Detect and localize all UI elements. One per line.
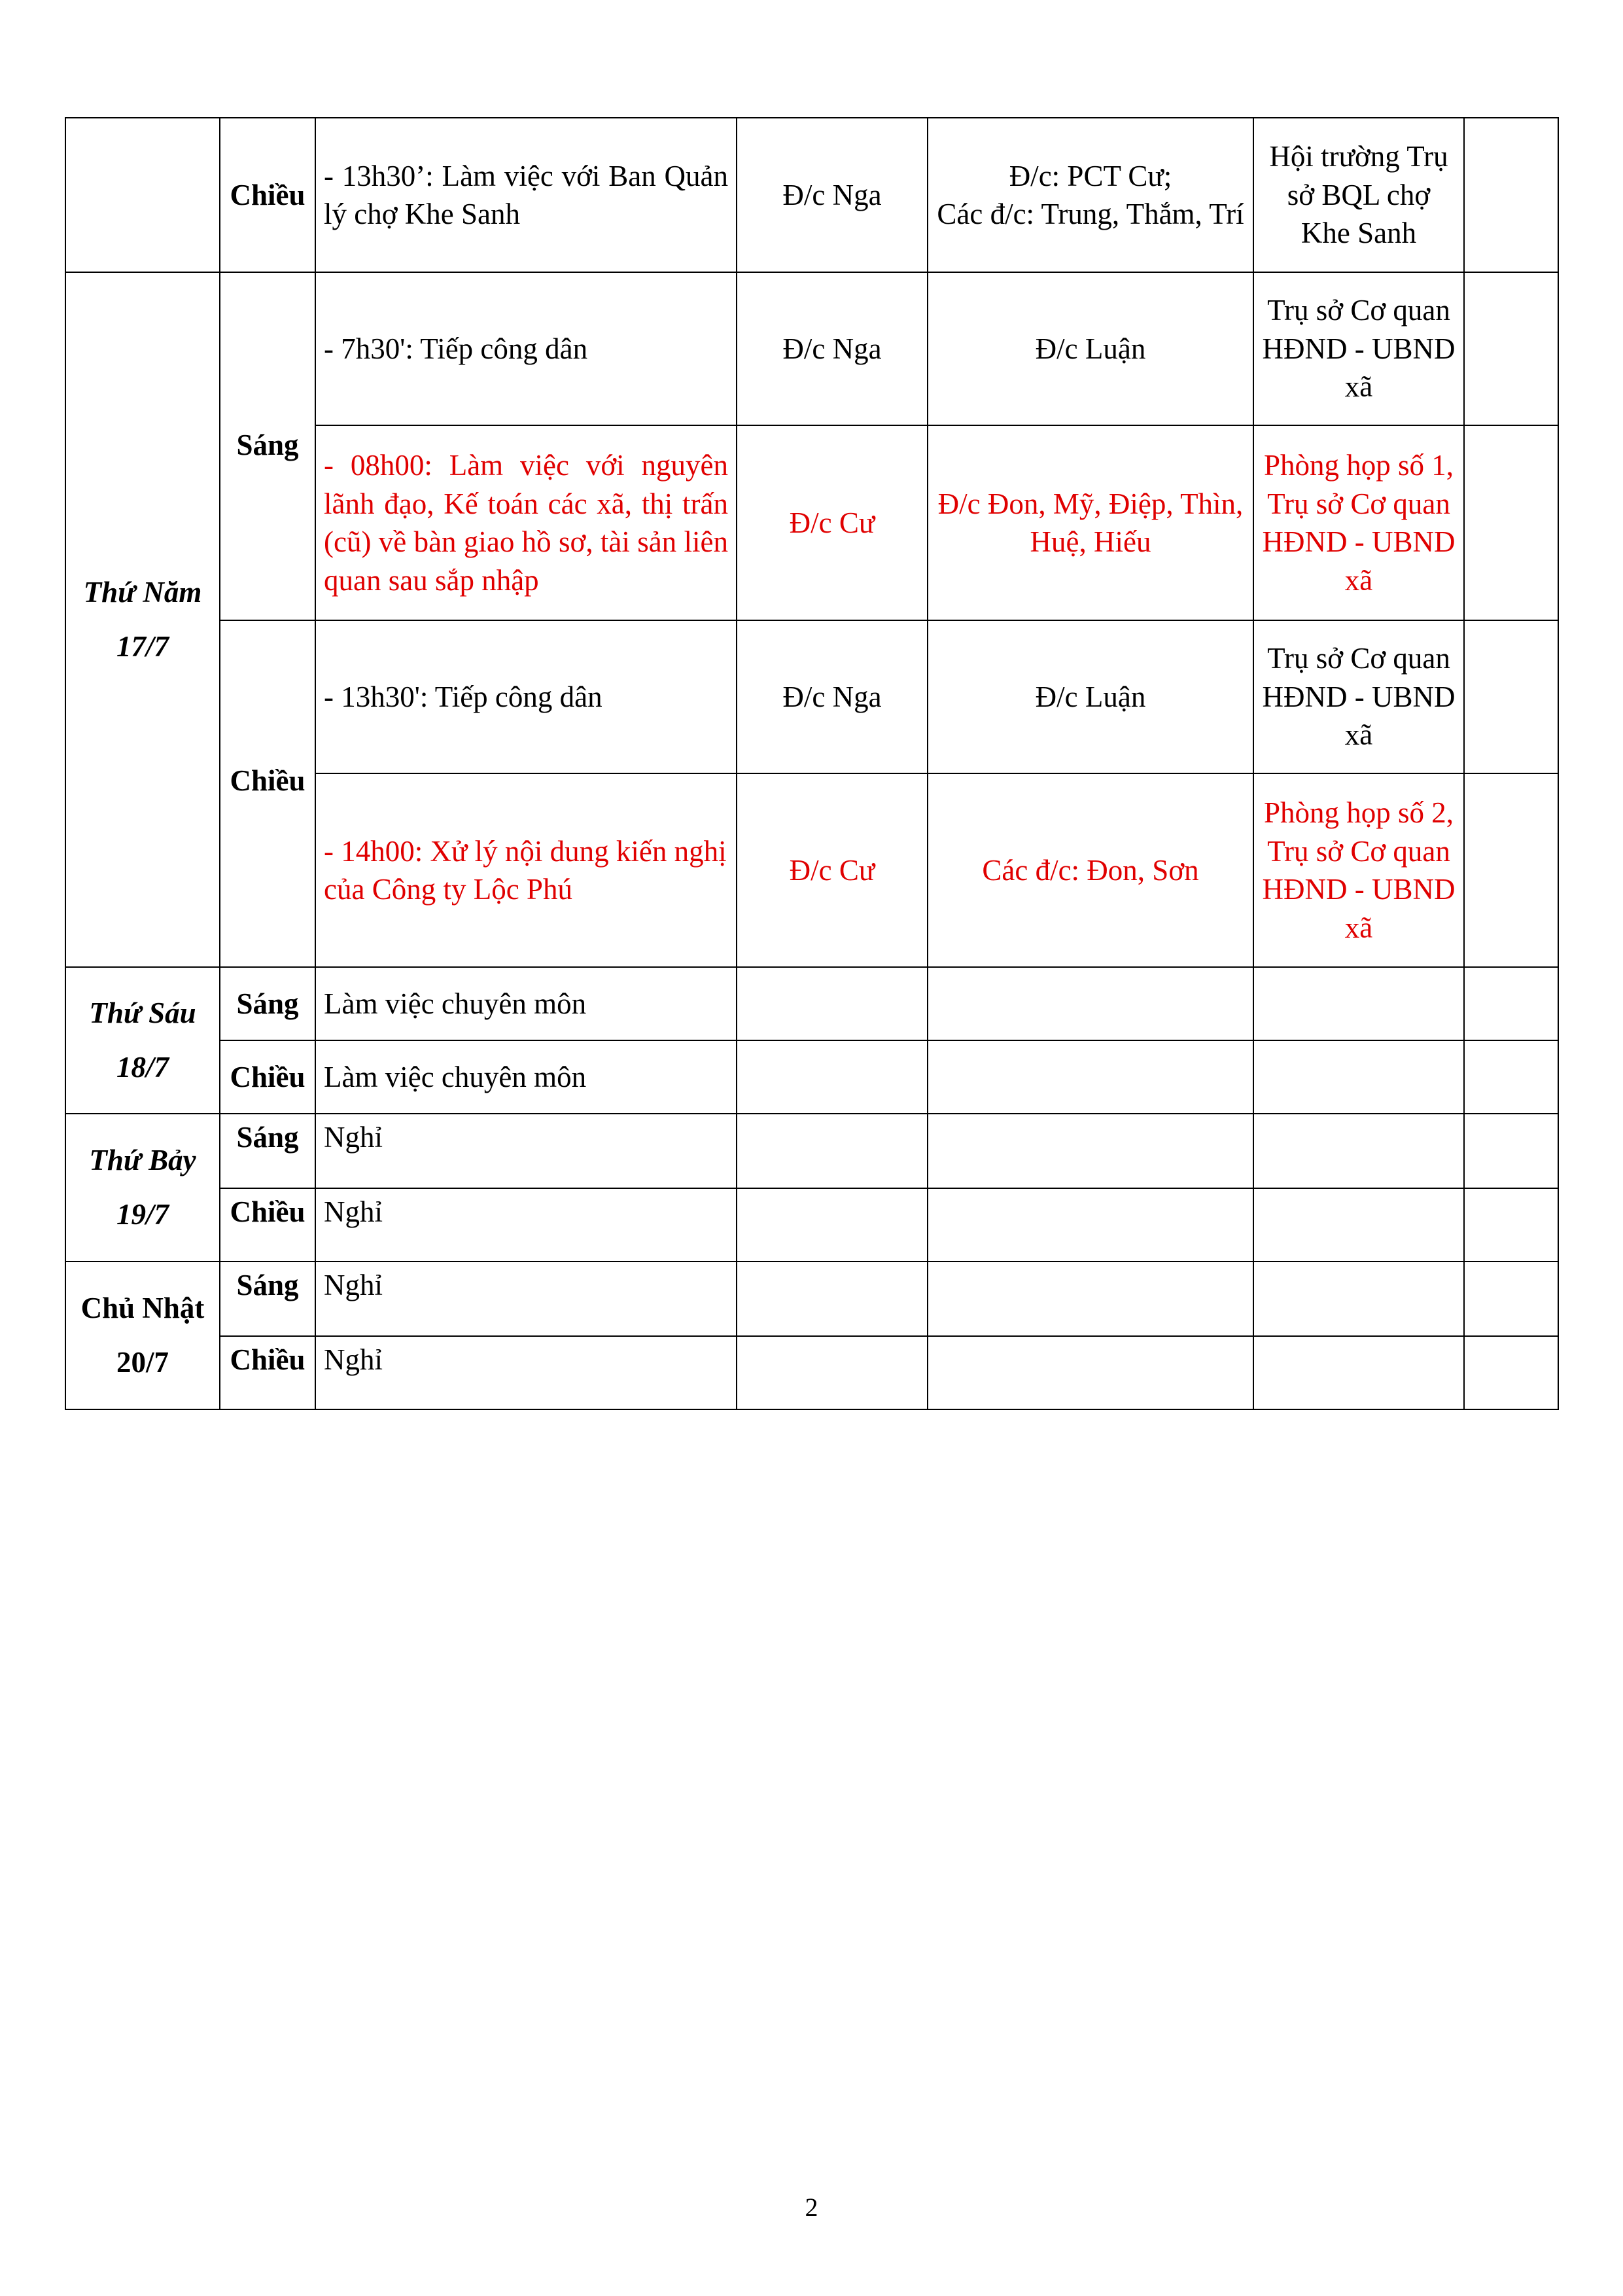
- place-cell: [1253, 1040, 1464, 1114]
- chair-cell: Đ/c Cư: [737, 425, 928, 620]
- day-date: 19/7: [116, 1198, 169, 1231]
- note-cell: [1464, 1114, 1558, 1188]
- session-cell: Sáng: [220, 1262, 315, 1336]
- note-cell: [1464, 773, 1558, 967]
- day-name: Thứ Năm: [83, 575, 202, 609]
- page-number: 2: [805, 2193, 818, 2222]
- day-date: 17/7: [116, 630, 169, 663]
- participants-line: Các đ/c: Trung, Thắm, Trí: [937, 198, 1244, 230]
- note-cell: [1464, 1336, 1558, 1409]
- note-cell: [1464, 1262, 1558, 1336]
- session-cell: Chiều: [220, 1040, 315, 1114]
- place-cell: [1253, 967, 1464, 1040]
- session-label: Chiều: [230, 764, 305, 797]
- note-cell: [1464, 1040, 1558, 1114]
- content-cell: Nghỉ: [315, 1262, 737, 1336]
- table-row: [65, 1188, 1558, 1262]
- participants-cell: [928, 1262, 1253, 1336]
- day-cell-empty: [65, 118, 220, 272]
- participants-cell: [928, 118, 1253, 272]
- table-row: [65, 620, 1558, 773]
- content-cell: Nghỉ: [315, 1188, 737, 1262]
- content-cell: - 13h30’: Làm việc với Ban Quản lý chợ Khe Sanh: [315, 118, 737, 272]
- place-cell: Hội trường Trụ sở BQL chợ Khe Sanh: [1253, 118, 1464, 272]
- note-cell: [1464, 1188, 1558, 1262]
- participants-cell: Đ/c Đon, Mỹ, Điệp, Thìn, Huệ, Hiếu: [928, 425, 1253, 620]
- content-cell: - 08h00: Làm việc với nguyên lãnh đạo, Kế toán các xã, thị trấn (cũ) về bàn giao hồ sơ, tài sản liên quan sau sắp nhập: [315, 425, 737, 620]
- content-cell: - 14h00: Xử lý nội dung kiến nghị của Công ty Lộc Phú: [315, 773, 737, 967]
- table-row: [65, 272, 1558, 425]
- place-cell: Trụ sở Cơ quan HĐND - UBND xã: [1253, 620, 1464, 773]
- participants-cell: [928, 1336, 1253, 1409]
- participants-cell: [928, 1040, 1253, 1114]
- content-cell: - 7h30': Tiếp công dân: [315, 272, 737, 425]
- participants-line: Đ/c: PCT Cư;: [1009, 159, 1172, 192]
- chair-cell: [737, 1114, 928, 1188]
- note-cell: [1464, 620, 1558, 773]
- place-cell: Phòng họp số 2, Trụ sở Cơ quan HĐND - UBND xã: [1253, 773, 1464, 967]
- session-cell: Chiều: [220, 1188, 315, 1262]
- chair-cell: Đ/c Nga: [737, 620, 928, 773]
- place-cell: [1253, 1262, 1464, 1336]
- chair-cell: Đ/c Nga: [737, 118, 928, 272]
- session-cell: Sáng: [220, 1114, 315, 1188]
- table-row: [65, 1336, 1558, 1409]
- content-cell: Nghỉ: [315, 1114, 737, 1188]
- session-cell: Chiều: [220, 1336, 315, 1409]
- session-cell: [220, 272, 315, 620]
- chair-cell: [737, 1040, 928, 1114]
- participants-cell: Đ/c Luận: [928, 272, 1253, 425]
- table-row: [65, 967, 1558, 1040]
- session-cell: [220, 620, 315, 967]
- note-cell: [1464, 272, 1558, 425]
- note-cell: [1464, 967, 1558, 1040]
- chair-cell: Đ/c Cư: [737, 773, 928, 967]
- content-cell: Làm việc chuyên môn: [315, 1040, 737, 1114]
- day-cell: [65, 1262, 220, 1409]
- participants-cell: [928, 1114, 1253, 1188]
- content-cell: Nghỉ: [315, 1336, 737, 1409]
- content-cell: Làm việc chuyên môn: [315, 967, 737, 1040]
- place-cell: [1253, 1114, 1464, 1188]
- participants-cell: [928, 1188, 1253, 1262]
- place-cell: [1253, 1336, 1464, 1409]
- note-cell: [1464, 425, 1558, 620]
- day-date: 18/7: [116, 1051, 169, 1084]
- session-cell: Chiều: [220, 118, 315, 272]
- day-date: 20/7: [116, 1346, 169, 1379]
- chair-cell: Đ/c Nga: [737, 272, 928, 425]
- day-name: Chủ Nhật: [80, 1291, 205, 1324]
- session-label: Sáng: [236, 429, 299, 461]
- chair-cell: [737, 1188, 928, 1262]
- place-cell: Trụ sở Cơ quan HĐND - UBND xã: [1253, 272, 1464, 425]
- day-cell: [65, 967, 220, 1114]
- chair-cell: [737, 1262, 928, 1336]
- participants-cell: Đ/c Luận: [928, 620, 1253, 773]
- day-name: Thứ Bảy: [89, 1143, 196, 1176]
- content-cell: - 13h30': Tiếp công dân: [315, 620, 737, 773]
- table-row: [65, 1262, 1558, 1336]
- day-cell: [65, 272, 220, 967]
- chair-cell: [737, 1336, 928, 1409]
- table-row: [65, 1040, 1558, 1114]
- schedule-table: [65, 117, 1559, 1410]
- table-row: [65, 1114, 1558, 1188]
- day-name: Thứ Sáu: [89, 996, 196, 1029]
- place-cell: Phòng họp số 1, Trụ sở Cơ quan HĐND - UBND xã: [1253, 425, 1464, 620]
- place-cell: [1253, 1188, 1464, 1262]
- session-cell: Sáng: [220, 967, 315, 1040]
- table-row: [65, 118, 1558, 272]
- day-cell: [65, 1114, 220, 1262]
- note-cell: [1464, 118, 1558, 272]
- chair-cell: [737, 967, 928, 1040]
- participants-cell: [928, 967, 1253, 1040]
- participants-cell: Các đ/c: Đon, Sơn: [928, 773, 1253, 967]
